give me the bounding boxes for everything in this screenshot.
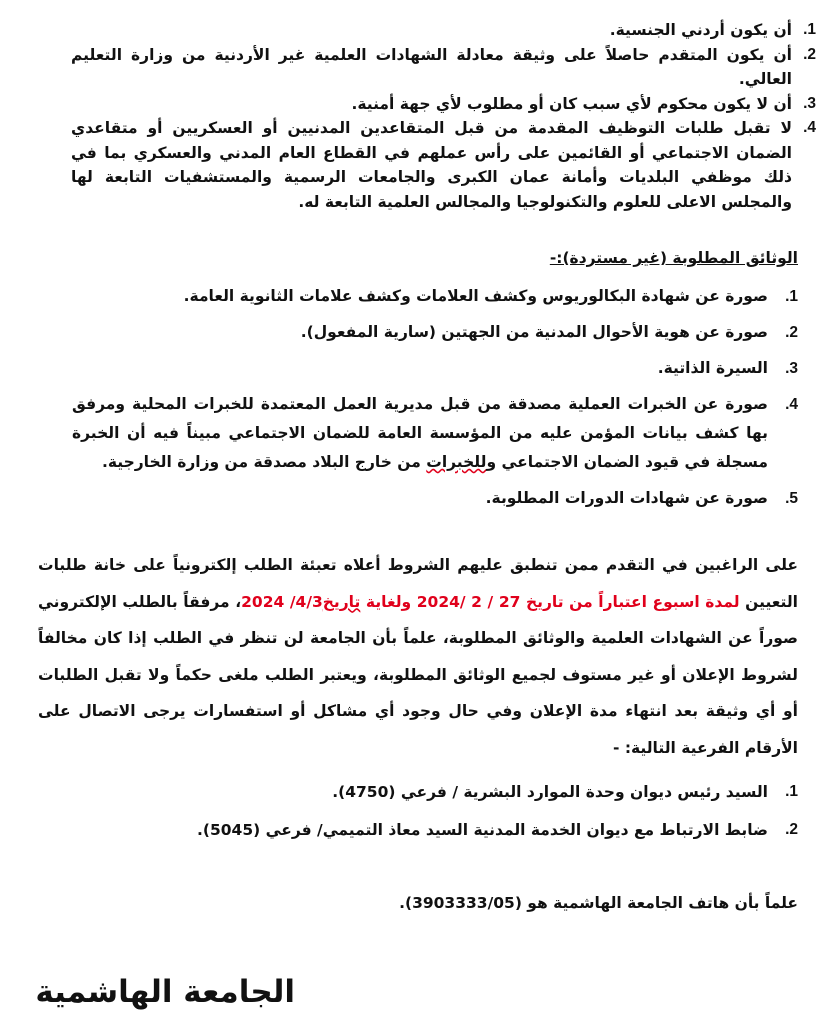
document-item: 1. صورة عن شهادة البكالوريوس وكشف العلامات وكشف علامات الثانوية العامة. — [183, 287, 798, 305]
spellcheck-word: للخبرات — [426, 453, 487, 471]
condition-text: أن يكون المتقدم حاصلاً على وثيقة معادلة الشهادات العلمية غير الأردنية من وزارة التعليم العالي. — [71, 45, 792, 88]
document-text: السيرة الذاتية. — [657, 359, 768, 377]
documents-heading: الوثائق المطلوبة (غير مستردة):- — [549, 249, 798, 267]
condition-text: أن لا يكون محكوم لأي سبب كان أو مطلوب لأي جهة أمنية. — [351, 94, 792, 113]
condition-item: 1. أن يكون أردني الجنسية. — [609, 21, 816, 39]
contact-text: السيد رئيس ديوان وحدة الموارد البشرية / فرعي (4750). — [332, 783, 768, 801]
document-text: صورة عن هوية الأحوال المدنية من الجهتين (سارية المفعول). — [300, 323, 768, 341]
condition-text: لا تقبل طلبات التوظيف المقدمة من قبل المتقاعدين المدنيين أو العسكريين أو متقاعدي الضمان الاجتماعي أو القائمين على رأس عملهم في القطاع العام المدني والعسكري بما في ذلك موظفي البلديات وأمانة عمان الكبرى والجامعات الرسمية والمستشفيات التابعة لها والمجلس الاعلى للعلوم والتكنولوجيا والمجالس العلمية التابعة له. — [71, 119, 792, 211]
condition-item: 3. أن لا يكون محكوم لأي سبب كان أو مطلوب لأي جهة أمنية. — [351, 94, 816, 113]
contact-item: 2. ضابط الارتباط مع ديوان الخدمة المدنية السيد معاذ التميمي/ فرعي (5045). — [196, 821, 798, 839]
document-item: 3. السيرة الذاتية. — [657, 359, 798, 377]
phone-note: علماً بأن هاتف الجامعة الهاشمية هو (3903333/05). — [399, 894, 798, 912]
university-name: الجامعة الهاشمية — [35, 974, 295, 1010]
condition-item: 4. لا تقبل طلبات التوظيف المقدمة من قبل المتقاعدين المدنيين أو العسكريين أو متقاعدي الضمان الاجتماعي أو القائمين على رأس عملهم في القطاع العام المدني والعسكري بما في ذلك موظفي البلديات وأمانة عمان الكبرى والجامعات الرسمية والمستشفيات التابعة لها والمجلس الاعلى للعلوم والتكنولوجيا والمجالس العلمية التابعة له. — [71, 119, 816, 211]
contacts-list — [86, 776, 798, 852]
application-period: لمدة اسبوع اعتباراً من تاريخ 27 / 2 /2024 ولغاية تاريخ4/3/ 2024 — [241, 592, 740, 611]
document-item: 5. صورة عن شهادات الدورات المطلوبة. — [485, 489, 798, 507]
condition-item: 2. أن يكون المتقدم حاصلاً على وثيقة معادلة الشهادات العلمية غير الأردنية من وزارة التعليم العالي. — [71, 45, 816, 88]
document-text: صورة عن شهادة البكالوريوس وكشف العلامات وكشف علامات الثانوية العامة. — [183, 287, 768, 305]
document-item: 2. صورة عن هوية الأحوال المدنية من الجهتين (سارية المفعول). — [300, 323, 798, 341]
conditions-list — [71, 18, 816, 214]
document-text: صورة عن الخبرات العملية مصدقة من قبل مديرية العمل المعتمدة للخبرات المحلية ومرفق بها كشف بيانات المؤمن عليه من المؤسسة العامة للضمان الاجتماعي مبيناً فيه أن الخبرة مسجلة في قيود الضمان الاجتماعي وللخبرات من خارج البلاد مصدقة من وزارة الخارجية. — [72, 395, 768, 471]
contact-item: 1. السيد رئيس ديوان وحدة الموارد البشرية / فرعي (4750). — [332, 783, 798, 801]
condition-text: أن يكون أردني الجنسية. — [609, 21, 792, 39]
documents-list — [72, 282, 798, 520]
contact-text: ضابط الارتباط مع ديوان الخدمة المدنية السيد معاذ التميمي/ فرعي (5045). — [196, 821, 768, 839]
application-paragraph: على الراغبين في التقدم ممن تنطبق عليهم الشروط أعلاه تعبئة الطلب إلكترونياً على خانة طلبات التعيين لمدة اسبوع اعتباراً من تاريخ 27 / 2 /2024 ولغاية تاريخ4/3/ 2024، مرفقاً بالطلب الإلكتروني صوراً عن الشهادات العلمية والوثائق المطلوبة، علماً بأن الجامعة لن تنظر في الطلب إذا كان مخالفاً لشروط الإعلان أو غير مستوف لجميع الوثائق المطلوبة، ويعتبر الطلب ملغى حكماً ولا تقبل الطلبات أو أي وثيقة بعد انتهاء مدة الإعلان وفي حال وجود أي مشاكل أو استفسارات يرجى الاتصال على الأرقام الفرعية التالية: - — [38, 556, 798, 757]
document-text: صورة عن شهادات الدورات المطلوبة. — [485, 489, 768, 507]
document-item: 4. صورة عن الخبرات العملية مصدقة من قبل مديرية العمل المعتمدة للخبرات المحلية ومرفق بها كشف بيانات المؤمن عليه من المؤسسة العامة للضمان الاجتماعي مبيناً فيه أن الخبرة مسجلة في قيود الضمان الاجتماعي وللخبرات من خارج البلاد مصدقة من وزارة الخارجية. — [72, 395, 798, 471]
